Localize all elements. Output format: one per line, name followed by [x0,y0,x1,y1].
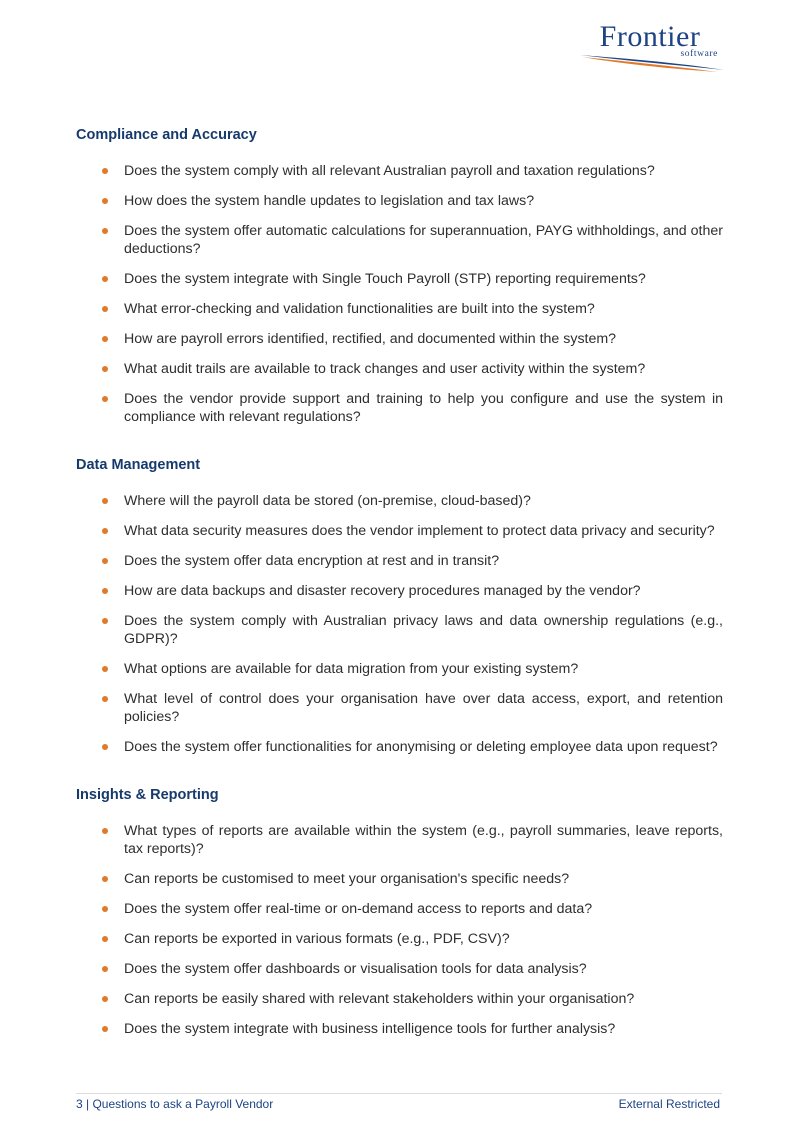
list-item [76,1020,723,1038]
bullet-icon [102,666,108,672]
list-item [76,690,723,726]
list-item [76,738,723,756]
list-item [76,870,723,888]
bullet-icon [102,744,108,750]
question-text: Does the system integrate with business intelligence tools for further analysis? [124,1021,616,1037]
question-text: What options are available for data migration from your existing system? [124,661,579,677]
bullet-icon [102,528,108,534]
question-text: Does the system integrate with Single Touch Payroll (STP) reporting requirements? [124,271,646,287]
question-text: Does the vendor provide support and training to help you configure and use the system in compliance with relevant regulations? [124,391,723,425]
bullet-icon [102,696,108,702]
question-text: Can reports be exported in various formats (e.g., PDF, CSV)? [124,931,510,947]
bullet-icon [102,588,108,594]
question-text: What error-checking and validation functionalities are built into the system? [124,301,595,317]
question-text: Does the system offer dashboards or visualisation tools for data analysis? [124,961,587,977]
bullet-icon [102,996,108,1002]
logo-swoosh-icon [578,52,726,74]
question-list [76,822,723,1038]
bullet-icon [102,618,108,624]
section-data-management [76,456,723,756]
bullet-icon [102,906,108,912]
logo-wordmark: Frontier [599,20,701,53]
list-item [76,960,723,978]
bullet-icon [102,228,108,234]
bullet-icon [102,168,108,174]
question-text: Does the system offer automatic calculations for superannuation, PAYG withholdings, and other deductions? [124,223,723,257]
question-text: Does the system offer functionalities for anonymising or deleting employee data upon request? [124,739,718,755]
logo-subtext: software [680,49,718,59]
list-item [76,582,723,600]
list-item [76,162,723,180]
list-item [76,270,723,288]
section-heading: Compliance and Accuracy [76,127,257,143]
question-text: How does the system handle updates to legislation and tax laws? [124,193,535,209]
section-insights-reporting [76,786,723,1038]
question-text: How are data backups and disaster recovery procedures managed by the vendor? [124,583,641,599]
bullet-icon [102,498,108,504]
bullet-icon [102,876,108,882]
bullet-icon [102,558,108,564]
list-item [76,990,723,1008]
question-text: Does the system offer data encryption at rest and in transit? [124,553,500,569]
question-list [76,162,723,426]
question-text: What audit trails are available to track changes and user activity within the system? [124,361,646,377]
bullet-icon [102,1026,108,1032]
list-item [76,492,723,510]
question-text: What level of control does your organisation have over data access, export, and retention policies? [124,691,723,725]
list-item [76,222,723,258]
question-text: Does the system comply with all relevant Australian payroll and taxation regulations? [124,163,655,179]
question-text: Can reports be customised to meet your organisation's specific needs? [124,871,570,887]
footer-page-label: 3 | Questions to ask a Payroll Vendor [76,1097,274,1111]
bullet-icon [102,936,108,942]
list-item [76,660,723,678]
document-body [76,126,723,1050]
list-item [76,390,723,426]
question-text: What data security measures does the vendor implement to protect data privacy and security? [124,523,715,539]
section-heading: Insights & Reporting [76,787,219,803]
question-text: Does the system offer real-time or on-demand access to reports and data? [124,901,593,917]
footer-divider [76,1093,722,1094]
question-text: Does the system comply with Australian privacy laws and data ownership regulations (e.g., GDPR)? [124,613,723,647]
bullet-icon [102,198,108,204]
footer-classification: External Restricted [618,1097,720,1111]
bullet-icon [102,276,108,282]
list-item [76,552,723,570]
list-item [76,822,723,858]
list-item [76,300,723,318]
bullet-icon [102,828,108,834]
bullet-icon [102,336,108,342]
section-heading: Data Management [76,457,201,473]
list-item [76,330,723,348]
list-item [76,522,723,540]
question-text: Where will the payroll data be stored (on-premise, cloud-based)? [124,493,531,509]
question-list [76,492,723,756]
list-item [76,360,723,378]
bullet-icon [102,366,108,372]
list-item [76,192,723,210]
frontier-software-logo [578,22,726,74]
bullet-icon [102,396,108,402]
question-text: What types of reports are available within the system (e.g., payroll summaries, leave reports, tax reports)? [124,823,723,857]
bullet-icon [102,306,108,312]
question-text: How are payroll errors identified, rectified, and documented within the system? [124,331,617,347]
section-compliance [76,126,723,426]
list-item [76,900,723,918]
question-text: Can reports be easily shared with relevant stakeholders within your organisation? [124,991,635,1007]
list-item [76,930,723,948]
list-item [76,612,723,648]
bullet-icon [102,966,108,972]
